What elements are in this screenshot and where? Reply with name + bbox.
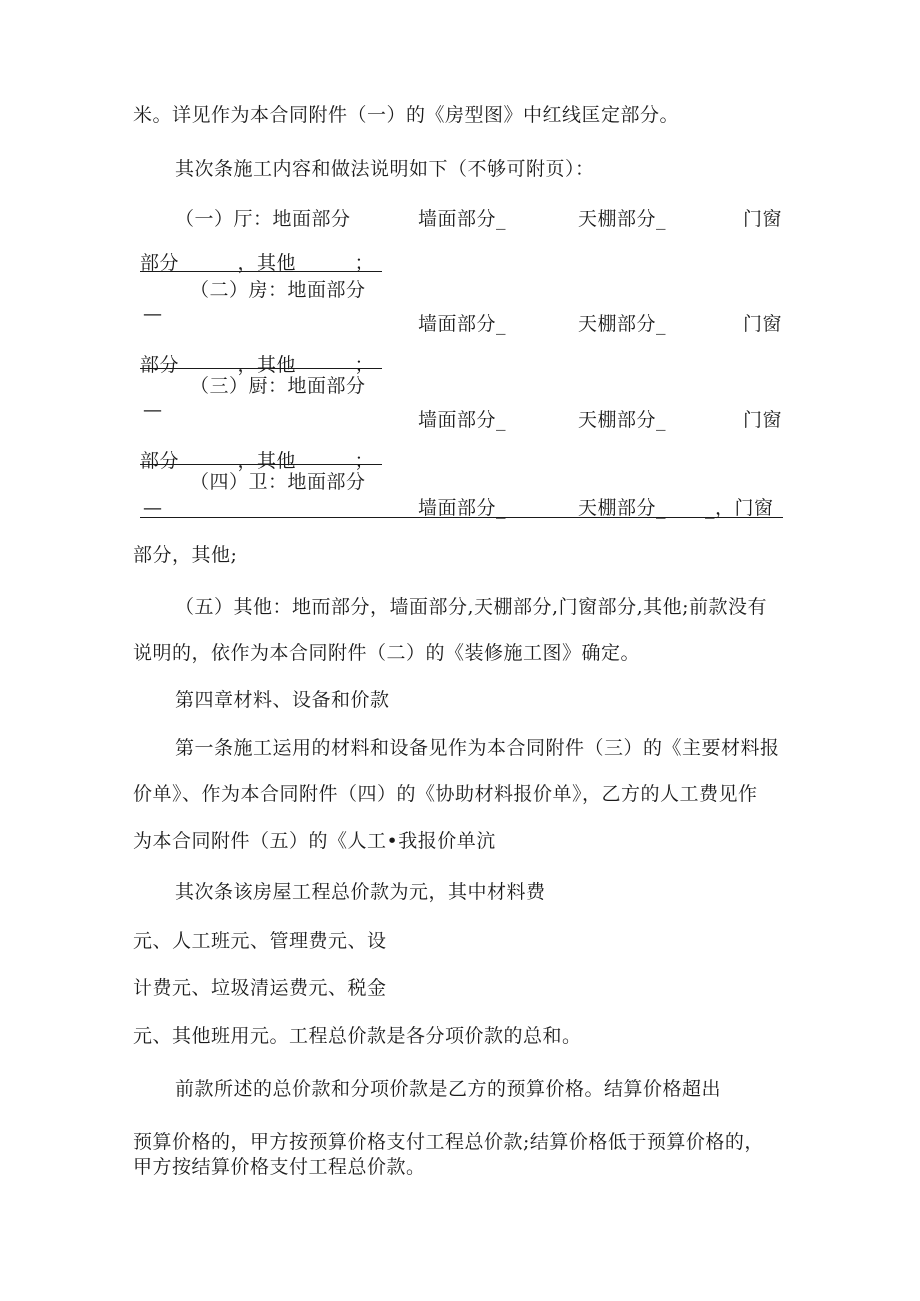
room-bathroom-ceiling: 天棚部分_ _，门窗 (578, 497, 774, 519)
text-line: 元、其他班用元。工程总价款是各分项价款的总和。 (133, 1025, 582, 1047)
room-bedroom-ceiling: 天棚部分_ (578, 313, 667, 335)
blank-underline (140, 517, 783, 518)
text-line: 部分，其他; (133, 544, 238, 566)
text-line: 其次条该房屋工程总价款为元，其中材料费 (175, 881, 546, 903)
blank-underline (140, 464, 382, 465)
text-line: 说明的，依作为本合同附件（二）的《装修施工图》确定。 (133, 642, 641, 664)
room-kitchen-wall: 墙面部分_ (418, 409, 507, 431)
room-kitchen-title: （三）厨：地面部分 (190, 375, 366, 397)
room-hall-wall: 墙面部分_ (418, 208, 507, 230)
room-bedroom-title: （二）房：地面部分 (190, 279, 366, 301)
room-bathroom-dash: — (143, 497, 163, 519)
text-line: 价单》、作为本合同附件（四）的《协助材料报价单》，乙方的人工费见作 (133, 783, 758, 805)
room-kitchen-dash: — (143, 399, 163, 421)
room-kitchen-continuation: 部分 ，其他 ； (140, 450, 375, 472)
room-hall-ceiling: 天棚部分_ (578, 208, 667, 230)
text-line: （五）其他：地而部分，墙面部分,天棚部分,门窗部分,其他;前款没有 (175, 596, 768, 618)
text-line: 计费元、垃圾清运费元、税金 (133, 977, 387, 999)
room-bathroom-title: （四）卫：地面部分 (190, 471, 366, 493)
room-bedroom-wall: 墙面部分_ (418, 313, 507, 335)
room-kitchen-ceiling: 天棚部分_ (578, 409, 667, 431)
room-bedroom-continuation: 部分 ，其他 ； (140, 354, 375, 376)
text-line: 预算价格的，甲方按预算价格支付工程总价款;结算价格低于预算价格的， (133, 1131, 764, 1153)
room-hall-door: 门窗 (743, 208, 783, 230)
blank-underline (140, 368, 382, 369)
chapter-heading: 第四章材料、设备和价款 (175, 689, 390, 711)
room-hall-continuation: 部分 ，其他 ； (140, 252, 375, 274)
text-line: 米。详见作为本合同附件（一）的《房型图》中红线匡定部分。 (133, 104, 680, 126)
text-line: 元、人工班元、管理费元、设 (133, 930, 387, 952)
blank-underline (140, 271, 382, 272)
room-bedroom-door: 门窗 (743, 313, 783, 335)
room-bathroom-wall: 墙面部分_ (418, 497, 507, 519)
room-hall-title: （一）厅：地面部分 (175, 208, 351, 230)
text-line: 第一条施工运用的材料和设备见作为本合同附件（三）的《主要材料报 (175, 737, 780, 759)
room-kitchen-door: 门窗 (743, 409, 783, 431)
room-bedroom-dash: — (143, 303, 163, 325)
text-line: 甲方按结算价格支付工程总价款。 (133, 1156, 426, 1178)
text-line: 为本合同附件（五）的《人工•我报价单沆 (133, 830, 496, 852)
text-line: 前款所述的总价款和分项价款是乙方的预算价格。结算价格超出 (175, 1078, 722, 1100)
text-line: 其次条施工内容和做法说明如下（不够可附页）： (175, 158, 595, 180)
